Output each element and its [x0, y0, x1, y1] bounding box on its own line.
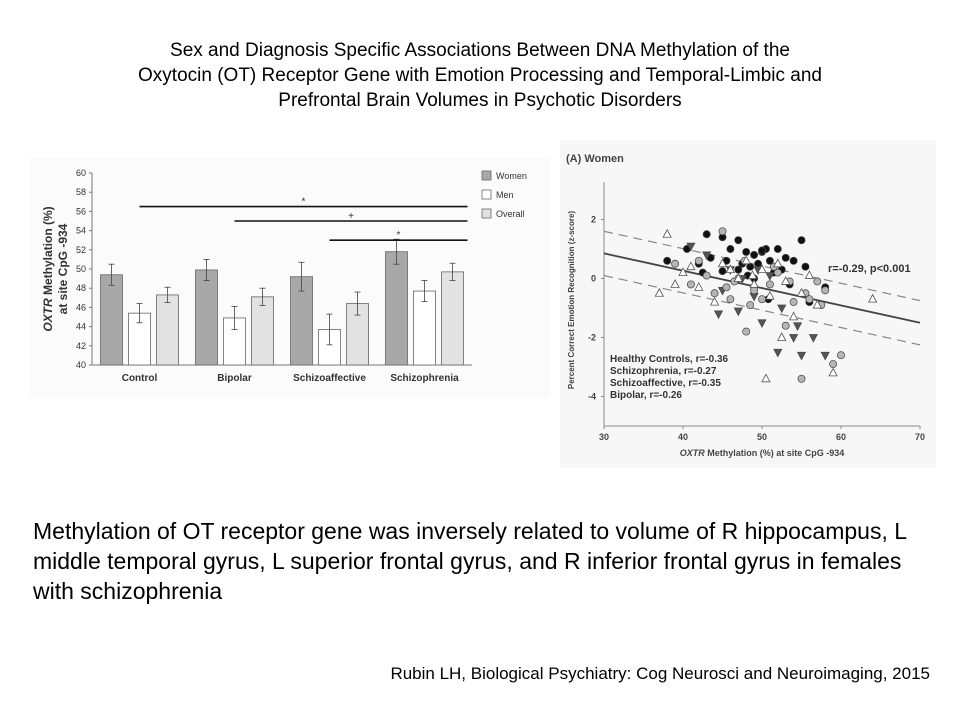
point-schizophrenia [778, 305, 786, 313]
point-healthy-controls [782, 254, 789, 261]
scatter-y-tick-label: -4 [587, 391, 596, 402]
point-bipolar [695, 283, 703, 291]
legend-label-women: Women [496, 171, 527, 181]
summary-text: Methylation of OT receptor gene was inversely related to volume of R hippocampus, L middle temporal gyrus, L superior frontal gyrus, and R inferior frontal gyrus in females with schizophrenia [33, 518, 907, 604]
bar-chart-panel [30, 158, 550, 398]
point-healthy-controls [664, 257, 671, 264]
point-schizoaffective [798, 375, 805, 382]
point-bipolar [829, 368, 837, 376]
scatter-x-axis-label [680, 448, 845, 458]
correlation-annotation: r=-0.29, p<0.001 [828, 263, 911, 275]
bar-y-tick-label: 46 [75, 302, 86, 313]
point-bipolar [687, 262, 695, 270]
point-schizoaffective [672, 260, 679, 267]
title-line-3: Prefrontal Brain Volumes in Psychotic Disorders [278, 90, 682, 111]
scatter-chart [560, 140, 936, 468]
point-schizoaffective [837, 352, 844, 359]
point-bipolar [790, 312, 798, 320]
legend-swatch-men [482, 190, 491, 199]
point-bipolar [805, 271, 813, 279]
legend-entry-bipolar: Bipolar, r=-0.26 [610, 390, 682, 401]
point-schizoaffective [719, 228, 726, 235]
point-healthy-controls [735, 266, 742, 273]
bar-men [414, 291, 436, 365]
point-schizophrenia [809, 335, 817, 343]
bar-y-tick-label: 50 [75, 264, 86, 274]
point-bipolar [869, 295, 877, 303]
point-healthy-controls [754, 260, 761, 267]
point-bipolar [671, 280, 679, 288]
point-healthy-controls [727, 245, 734, 252]
bar-category-label: Bipolar [217, 373, 252, 384]
bar-y-tick-label: 52 [75, 244, 86, 255]
bar-y-axis-label [41, 206, 70, 331]
scatter-title: (A) Women [566, 153, 624, 165]
point-schizoaffective [743, 328, 750, 335]
slide-title [20, 38, 940, 113]
title-line-2: Oxytocin (OT) Receptor Gene with Emotion Processing and Temporal-Limbic and [138, 65, 822, 86]
point-healthy-controls [774, 245, 781, 252]
point-schizoaffective [695, 257, 702, 264]
title-line-1: Sex and Diagnosis Specific Associations Between DNA Methylation of the [170, 40, 790, 61]
scatter-y-tick-label: 0 [590, 273, 596, 284]
point-schizoaffective [814, 278, 821, 285]
bar-y-tick-label: 42 [75, 340, 86, 351]
bar-chart [30, 158, 550, 398]
scatter-chart-panel [560, 140, 936, 468]
bar-women [101, 275, 123, 365]
bar-overall [157, 295, 179, 365]
point-healthy-controls [802, 263, 809, 270]
scatter-x-tick-label: 30 [598, 432, 610, 442]
confidence-band-lower [604, 276, 920, 345]
point-schizophrenia [734, 308, 742, 316]
point-healthy-controls [735, 237, 742, 244]
point-schizophrenia [794, 323, 802, 331]
bar-y-tick-label: 48 [75, 283, 86, 294]
bar-category-label: Schizoaffective [293, 373, 366, 384]
point-schizoaffective [790, 299, 797, 306]
bar-overall [252, 297, 274, 365]
bar-y-tick-label: 44 [75, 321, 86, 332]
bar-ylabel-line-2: at site CpG -934 [56, 223, 70, 315]
scatter-x-tick-label: 60 [835, 432, 847, 442]
bar-women [386, 252, 408, 365]
legend-swatch-overall [482, 209, 491, 218]
point-bipolar [778, 333, 786, 341]
bar-ylabel-line-1-emphasis: OXTR [41, 298, 55, 332]
point-schizoaffective [711, 290, 718, 297]
significance-mark: + [348, 211, 354, 222]
point-schizoaffective [747, 301, 754, 308]
bar-y-tick-label: 40 [75, 360, 86, 370]
bar-ylabel-line-1 [41, 206, 55, 331]
point-schizophrenia [798, 352, 806, 360]
bar-ylabel-line-1-rest: Methylation (%) [41, 206, 55, 299]
point-healthy-controls [743, 248, 750, 255]
point-schizoaffective [723, 284, 730, 291]
point-schizophrenia [758, 320, 766, 328]
point-healthy-controls [758, 247, 765, 254]
point-schizoaffective [830, 360, 837, 367]
point-healthy-controls [703, 231, 710, 238]
legend-entry-schizoaffective: Schizoaffective, r=-0.35 [610, 378, 721, 389]
scatter-y-tick-label: 2 [590, 214, 596, 225]
bar-y-tick-label: 56 [75, 206, 86, 217]
legend-swatch-women [482, 171, 491, 180]
point-schizophrenia [821, 352, 829, 360]
point-schizophrenia [790, 335, 798, 343]
point-bipolar [655, 289, 663, 297]
bar-category-label: Control [121, 373, 158, 384]
legend-entry-schizophrenia: Schizophrenia, r=-0.27 [610, 366, 717, 377]
point-schizoaffective [703, 272, 710, 279]
bar-overall [442, 272, 464, 365]
scatter-x-axis-label-rest: Methylation (%) at site CpG -934 [704, 448, 845, 458]
scatter-y-axis-label: Percent Correct Emotion Recognition (z-score) [567, 210, 576, 390]
scatter-x-tick-label: 50 [756, 432, 768, 442]
scatter-x-tick-label: 70 [914, 432, 926, 442]
bar-y-tick-label: 58 [75, 187, 86, 198]
bar-y-tick-label: 60 [75, 168, 86, 178]
scatter-x-tick-label: 40 [677, 432, 689, 442]
point-schizoaffective [687, 281, 694, 288]
point-schizoaffective [782, 322, 789, 329]
bar-women [196, 270, 218, 365]
point-schizophrenia [715, 311, 723, 319]
scatter-y-tick-label: -2 [587, 332, 596, 343]
bar-category-label: Schizophrenia [390, 373, 459, 384]
point-bipolar [762, 374, 770, 382]
point-healthy-controls [719, 268, 726, 275]
point-healthy-controls [751, 251, 758, 258]
legend-label-overall: Overall [496, 209, 525, 219]
point-schizoaffective [822, 287, 829, 294]
significance-mark: * [301, 196, 306, 208]
point-schizoaffective [766, 281, 773, 288]
legend-entry-healthy-controls: Healthy Controls, r=-0.36 [610, 354, 729, 365]
point-healthy-controls [798, 237, 805, 244]
point-healthy-controls [790, 257, 797, 264]
bar-y-tick-label: 54 [75, 225, 86, 236]
legend-label-men: Men [496, 190, 514, 200]
point-schizoaffective [758, 296, 765, 303]
citation: Rubin LH, Biological Psychiatry: Cog Neurosci and Neuroimaging, 2015 [390, 664, 930, 683]
scatter-x-axis-label-emphasis: OXTR [679, 448, 705, 458]
point-schizophrenia [750, 293, 758, 301]
point-bipolar [663, 230, 671, 238]
point-schizoaffective [727, 296, 734, 303]
point-schizophrenia [774, 349, 782, 357]
significance-mark: * [396, 230, 401, 242]
